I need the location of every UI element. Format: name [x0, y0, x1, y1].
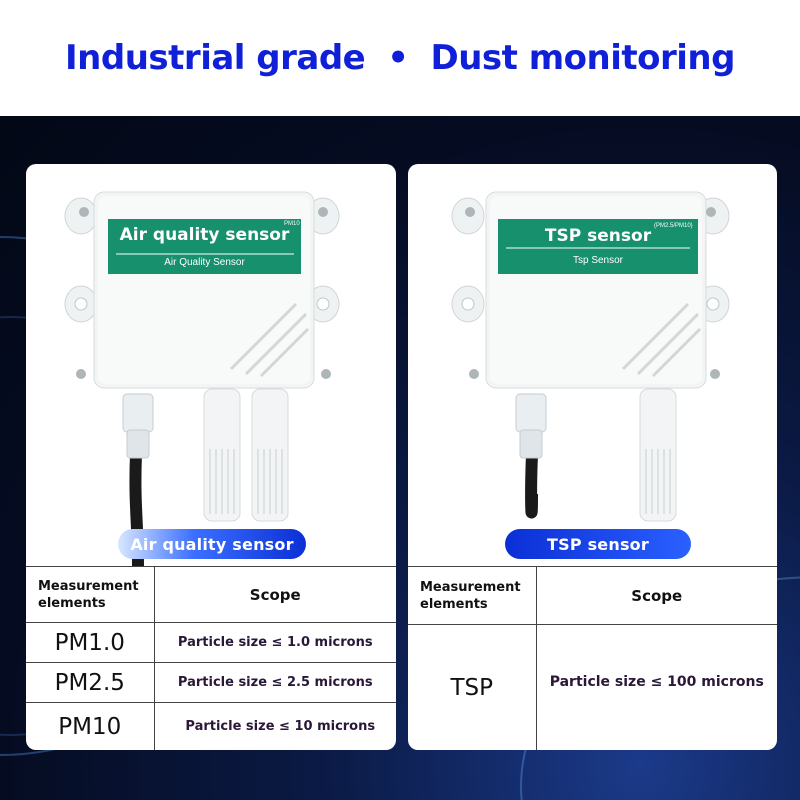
device-label-subtitle: Tsp Sensor — [572, 255, 624, 266]
air-quality-spec-table — [26, 566, 396, 750]
device-label-title: Air quality sensor — [119, 225, 290, 245]
device-label-subtitle: Air Quality Sensor — [164, 257, 245, 268]
table-row — [26, 663, 396, 703]
tsp-sensor-pill: TSP sensor — [505, 529, 691, 559]
element-cell: PM1.0 — [26, 623, 154, 663]
header-scope: Scope — [536, 567, 777, 625]
air-quality-sensor-pill: Air quality sensor — [118, 529, 306, 559]
element-cell: TSP — [408, 625, 536, 751]
device-label-tag: PM10 — [284, 221, 300, 227]
scope-cell: Particle size ≤ 100 microns — [536, 625, 777, 751]
element-cell: PM2.5 — [26, 663, 154, 703]
scope-cell: Particle size ≤ 2.5 microns — [154, 663, 396, 703]
table-row — [408, 625, 777, 751]
scope-cell: Particle size ≤ 1.0 microns — [154, 623, 396, 663]
page-title — [65, 38, 735, 78]
title-right: Dust monitoring — [430, 38, 735, 78]
device-label-tag: (PM2.5/PM10) — [654, 223, 693, 229]
table-row — [26, 623, 396, 663]
header-measurement-elements: Measurement elements — [26, 567, 154, 623]
header-measurement-elements: Measurement elements — [408, 567, 536, 625]
table-header-row — [408, 567, 777, 625]
tsp-sensor-image — [408, 164, 777, 566]
air-quality-sensor-card — [26, 164, 396, 750]
header-scope: Scope — [154, 567, 396, 623]
table-row — [26, 703, 396, 751]
tsp-sensor-card — [408, 164, 777, 750]
title-separator: • — [387, 38, 409, 78]
scope-cell: Particle size ≤ 10 microns — [154, 703, 396, 751]
device-label-title: TSP sensor — [544, 226, 652, 246]
element-cell: PM10 — [26, 703, 154, 751]
title-left: Industrial grade — [65, 38, 366, 78]
page-header — [0, 0, 800, 116]
tsp-spec-table — [408, 566, 777, 750]
table-header-row — [26, 567, 396, 623]
